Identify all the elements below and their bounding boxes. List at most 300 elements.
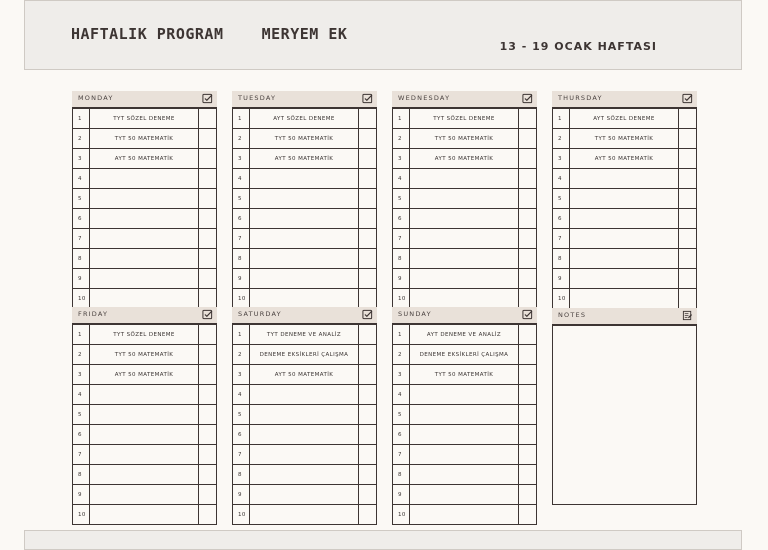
task-cell[interactable]: AYT 50 MATEMATİK <box>250 149 359 169</box>
task-row <box>233 129 377 149</box>
task-row <box>393 249 537 269</box>
done-checkbox[interactable] <box>199 445 217 465</box>
row-number: 2 <box>73 345 90 365</box>
task-row <box>73 505 217 525</box>
done-checkbox[interactable] <box>679 169 697 189</box>
done-checkbox[interactable] <box>519 129 537 149</box>
task-cell[interactable] <box>250 405 359 425</box>
done-checkbox[interactable] <box>519 405 537 425</box>
task-cell[interactable] <box>570 169 679 189</box>
row-number: 10 <box>393 505 410 525</box>
row-number: 3 <box>393 365 410 385</box>
task-row <box>393 445 537 465</box>
task-row <box>393 345 537 365</box>
task-row <box>73 269 217 289</box>
row-number: 5 <box>553 189 570 209</box>
row-number: 8 <box>393 249 410 269</box>
task-cell[interactable] <box>410 505 519 525</box>
task-cell[interactable] <box>570 189 679 209</box>
task-row <box>553 149 697 169</box>
done-checkbox[interactable] <box>199 129 217 149</box>
done-checkbox[interactable] <box>679 129 697 149</box>
row-number: 8 <box>73 249 90 269</box>
task-row <box>233 345 377 365</box>
row-number: 7 <box>233 229 250 249</box>
done-checkbox[interactable] <box>359 485 377 505</box>
done-checkbox[interactable] <box>199 465 217 485</box>
task-row <box>73 485 217 505</box>
row-number: 3 <box>233 365 250 385</box>
task-cell[interactable] <box>410 229 519 249</box>
row-number: 8 <box>233 249 250 269</box>
day-name: FRIDAY <box>78 310 109 318</box>
day-name: MONDAY <box>78 94 114 102</box>
day-name: SATURDAY <box>238 310 282 318</box>
done-checkbox[interactable] <box>199 405 217 425</box>
done-checkbox[interactable] <box>679 109 697 129</box>
task-cell[interactable] <box>410 289 519 309</box>
row-number: 4 <box>393 169 410 189</box>
task-row <box>393 129 537 149</box>
task-row <box>233 249 377 269</box>
task-row <box>233 485 377 505</box>
done-checkbox[interactable] <box>199 109 217 129</box>
task-row <box>73 445 217 465</box>
checkbox-checked-icon <box>362 93 373 104</box>
task-row <box>73 365 217 385</box>
task-cell[interactable] <box>90 505 199 525</box>
task-cell[interactable] <box>90 249 199 269</box>
done-checkbox[interactable] <box>359 109 377 129</box>
task-row <box>73 169 217 189</box>
page-title: HAFTALIK PROGRAM MERYEM EK <box>71 25 348 43</box>
row-number: 6 <box>393 209 410 229</box>
task-cell[interactable]: TYT 50 MATEMATİK <box>250 129 359 149</box>
row-number: 10 <box>233 505 250 525</box>
task-cell[interactable] <box>570 249 679 269</box>
day-header <box>552 91 697 108</box>
task-cell[interactable]: AYT 50 MATEMATİK <box>570 149 679 169</box>
task-cell[interactable]: TYT SÖZEL DENEME <box>410 109 519 129</box>
done-checkbox[interactable] <box>359 385 377 405</box>
task-cell[interactable] <box>410 249 519 269</box>
done-checkbox[interactable] <box>359 169 377 189</box>
task-row <box>393 149 537 169</box>
row-number: 1 <box>393 325 410 345</box>
task-row <box>73 345 217 365</box>
task-cell[interactable] <box>410 485 519 505</box>
done-checkbox[interactable] <box>199 169 217 189</box>
checkbox-checked-icon <box>682 93 693 104</box>
row-number: 8 <box>233 465 250 485</box>
task-cell[interactable]: AYT 50 MATEMATİK <box>250 365 359 385</box>
task-row <box>73 249 217 269</box>
task-cell[interactable] <box>410 269 519 289</box>
row-number: 7 <box>73 229 90 249</box>
done-checkbox[interactable] <box>359 209 377 229</box>
task-cell[interactable] <box>90 485 199 505</box>
task-row <box>233 149 377 169</box>
task-row <box>233 425 377 445</box>
task-table <box>72 108 217 309</box>
task-row <box>553 249 697 269</box>
task-row <box>73 109 217 129</box>
done-checkbox[interactable] <box>359 465 377 485</box>
task-row <box>233 405 377 425</box>
row-number: 6 <box>393 425 410 445</box>
row-number: 8 <box>393 465 410 485</box>
done-checkbox[interactable] <box>519 269 537 289</box>
task-cell[interactable] <box>250 465 359 485</box>
row-number: 5 <box>233 189 250 209</box>
task-row <box>393 385 537 405</box>
done-checkbox[interactable] <box>199 485 217 505</box>
task-cell[interactable] <box>250 289 359 309</box>
done-checkbox[interactable] <box>199 365 217 385</box>
day-panel-friday <box>72 307 217 525</box>
task-cell[interactable] <box>410 189 519 209</box>
done-checkbox[interactable] <box>519 109 537 129</box>
row-number: 3 <box>233 149 250 169</box>
task-row <box>73 149 217 169</box>
done-checkbox[interactable] <box>359 289 377 309</box>
done-checkbox[interactable] <box>519 149 537 169</box>
day-name: WEDNESDAY <box>398 94 451 102</box>
done-checkbox[interactable] <box>359 229 377 249</box>
done-checkbox[interactable] <box>519 365 537 385</box>
done-checkbox[interactable] <box>199 289 217 309</box>
task-cell[interactable] <box>410 405 519 425</box>
week-label: 13 - 19 OCAK HAFTASI <box>499 40 657 53</box>
done-checkbox[interactable] <box>519 425 537 445</box>
day-header <box>72 91 217 108</box>
task-row <box>73 405 217 425</box>
done-checkbox[interactable] <box>679 149 697 169</box>
row-number: 9 <box>233 485 250 505</box>
task-cell[interactable] <box>250 249 359 269</box>
task-cell[interactable]: DENEME EKSİKLERİ ÇALIŞMA <box>250 345 359 365</box>
day-header <box>392 91 537 108</box>
row-number: 5 <box>73 189 90 209</box>
done-checkbox[interactable] <box>359 149 377 169</box>
task-cell[interactable]: DENEME EKSİKLERİ ÇALIŞMA <box>410 345 519 365</box>
day-panel-saturday <box>232 307 377 525</box>
done-checkbox[interactable] <box>199 325 217 345</box>
task-cell[interactable]: TYT SÖZEL DENEME <box>90 325 199 345</box>
row-number: 9 <box>553 269 570 289</box>
row-number: 4 <box>553 169 570 189</box>
task-cell[interactable] <box>90 465 199 485</box>
task-row <box>553 189 697 209</box>
footer-banner <box>24 530 742 550</box>
task-cell[interactable] <box>90 289 199 309</box>
row-number: 4 <box>393 385 410 405</box>
task-row <box>73 465 217 485</box>
done-checkbox[interactable] <box>199 385 217 405</box>
row-number: 2 <box>233 129 250 149</box>
row-number: 1 <box>553 109 570 129</box>
task-table <box>232 324 377 525</box>
task-cell[interactable] <box>90 189 199 209</box>
task-cell[interactable] <box>90 425 199 445</box>
day-name: TUESDAY <box>238 94 277 102</box>
task-row <box>73 289 217 309</box>
task-cell[interactable] <box>250 189 359 209</box>
done-checkbox[interactable] <box>519 465 537 485</box>
task-cell[interactable] <box>90 385 199 405</box>
done-checkbox[interactable] <box>519 289 537 309</box>
task-cell[interactable] <box>250 385 359 405</box>
header-banner <box>24 0 742 70</box>
task-row <box>73 385 217 405</box>
task-row <box>393 109 537 129</box>
done-checkbox[interactable] <box>199 189 217 209</box>
done-checkbox[interactable] <box>199 229 217 249</box>
task-row <box>393 405 537 425</box>
row-number: 10 <box>553 289 570 309</box>
done-checkbox[interactable] <box>199 209 217 229</box>
row-number: 7 <box>233 445 250 465</box>
task-cell[interactable] <box>250 505 359 525</box>
row-number: 6 <box>553 209 570 229</box>
task-cell[interactable] <box>570 229 679 249</box>
task-cell[interactable]: TYT SÖZEL DENEME <box>90 109 199 129</box>
row-number: 10 <box>393 289 410 309</box>
row-number: 5 <box>393 405 410 425</box>
task-cell[interactable]: TYT 50 MATEMATİK <box>90 345 199 365</box>
row-number: 6 <box>73 425 90 445</box>
task-table <box>392 108 537 309</box>
row-number: 2 <box>73 129 90 149</box>
done-checkbox[interactable] <box>519 345 537 365</box>
checkbox-checked-icon <box>202 309 213 320</box>
day-panel-monday <box>72 91 217 309</box>
task-cell[interactable]: TYT 50 MATEMATİK <box>570 129 679 149</box>
task-cell[interactable] <box>410 169 519 189</box>
task-row <box>73 189 217 209</box>
done-checkbox[interactable] <box>199 345 217 365</box>
task-cell[interactable] <box>570 209 679 229</box>
day-panel-thursday <box>552 91 697 309</box>
task-cell[interactable] <box>250 445 359 465</box>
task-row <box>553 289 697 309</box>
task-cell[interactable]: TYT 50 MATEMATİK <box>410 365 519 385</box>
row-number: 7 <box>553 229 570 249</box>
task-row <box>393 169 537 189</box>
task-row <box>393 365 537 385</box>
row-number: 5 <box>73 405 90 425</box>
row-number: 7 <box>393 229 410 249</box>
done-checkbox[interactable] <box>679 229 697 249</box>
task-cell[interactable] <box>250 425 359 445</box>
task-row <box>393 229 537 249</box>
task-cell[interactable] <box>250 209 359 229</box>
done-checkbox[interactable] <box>519 189 537 209</box>
done-checkbox[interactable] <box>519 485 537 505</box>
done-checkbox[interactable] <box>679 269 697 289</box>
task-cell[interactable] <box>410 209 519 229</box>
row-number: 1 <box>73 325 90 345</box>
done-checkbox[interactable] <box>519 505 537 525</box>
row-number: 6 <box>73 209 90 229</box>
task-cell[interactable] <box>250 229 359 249</box>
done-checkbox[interactable] <box>679 189 697 209</box>
done-checkbox[interactable] <box>359 129 377 149</box>
task-cell[interactable] <box>90 445 199 465</box>
row-number: 4 <box>233 385 250 405</box>
task-row <box>73 325 217 345</box>
done-checkbox[interactable] <box>519 385 537 405</box>
task-row <box>553 269 697 289</box>
done-checkbox[interactable] <box>199 269 217 289</box>
done-checkbox[interactable] <box>359 189 377 209</box>
task-row <box>393 289 537 309</box>
task-cell[interactable] <box>570 269 679 289</box>
notes-header <box>552 308 697 325</box>
done-checkbox[interactable] <box>199 149 217 169</box>
task-row <box>393 465 537 485</box>
row-number: 1 <box>393 109 410 129</box>
done-checkbox[interactable] <box>519 249 537 269</box>
task-cell[interactable]: AYT SÖZEL DENEME <box>250 109 359 129</box>
task-row <box>73 229 217 249</box>
task-table <box>552 108 697 309</box>
task-cell[interactable] <box>90 405 199 425</box>
done-checkbox[interactable] <box>359 425 377 445</box>
row-number: 7 <box>73 445 90 465</box>
task-cell[interactable] <box>250 269 359 289</box>
done-checkbox[interactable] <box>359 249 377 269</box>
done-checkbox[interactable] <box>519 229 537 249</box>
task-table <box>232 108 377 309</box>
task-cell[interactable] <box>90 229 199 249</box>
day-panel-wednesday <box>392 91 537 309</box>
task-row <box>73 129 217 149</box>
row-number: 8 <box>73 465 90 485</box>
task-row <box>553 109 697 129</box>
day-name: SUNDAY <box>398 310 432 318</box>
row-number: 10 <box>73 505 90 525</box>
checkbox-checked-icon <box>522 309 533 320</box>
task-cell[interactable] <box>250 169 359 189</box>
row-number: 2 <box>553 129 570 149</box>
done-checkbox[interactable] <box>359 269 377 289</box>
done-checkbox[interactable] <box>519 325 537 345</box>
row-number: 4 <box>73 169 90 189</box>
task-row <box>73 209 217 229</box>
notes-title: NOTES <box>558 311 587 319</box>
task-cell[interactable] <box>90 169 199 189</box>
row-number: 2 <box>393 129 410 149</box>
done-checkbox[interactable] <box>359 345 377 365</box>
task-cell[interactable]: TYT DENEME VE ANALİZ <box>250 325 359 345</box>
task-cell[interactable] <box>410 425 519 445</box>
done-checkbox[interactable] <box>359 405 377 425</box>
row-number: 3 <box>73 365 90 385</box>
done-checkbox[interactable] <box>199 425 217 445</box>
checkbox-checked-icon <box>202 93 213 104</box>
task-cell[interactable] <box>570 289 679 309</box>
task-row <box>233 365 377 385</box>
row-number: 1 <box>73 109 90 129</box>
done-checkbox[interactable] <box>199 249 217 269</box>
done-checkbox[interactable] <box>199 505 217 525</box>
task-row <box>233 189 377 209</box>
row-number: 6 <box>233 425 250 445</box>
task-table <box>392 324 537 525</box>
task-cell[interactable]: AYT SÖZEL DENEME <box>570 109 679 129</box>
task-cell[interactable]: AYT DENEME VE ANALİZ <box>410 325 519 345</box>
task-row <box>73 425 217 445</box>
done-checkbox[interactable] <box>519 169 537 189</box>
task-row <box>233 269 377 289</box>
task-row <box>553 229 697 249</box>
row-number: 1 <box>233 109 250 129</box>
done-checkbox[interactable] <box>519 209 537 229</box>
task-row <box>393 209 537 229</box>
day-header <box>232 307 377 324</box>
done-checkbox[interactable] <box>359 365 377 385</box>
task-row <box>393 189 537 209</box>
task-row <box>553 169 697 189</box>
task-row <box>393 325 537 345</box>
task-cell[interactable] <box>410 385 519 405</box>
day-panel-sunday <box>392 307 537 525</box>
row-number: 1 <box>233 325 250 345</box>
task-cell[interactable] <box>90 209 199 229</box>
notes-area[interactable] <box>552 325 697 505</box>
day-header <box>392 307 537 324</box>
task-row <box>393 485 537 505</box>
task-row <box>233 465 377 485</box>
task-cell[interactable]: AYT 50 MATEMATİK <box>410 149 519 169</box>
done-checkbox[interactable] <box>519 445 537 465</box>
row-number: 5 <box>233 405 250 425</box>
task-cell[interactable]: AYT 50 MATEMATİK <box>90 149 199 169</box>
task-cell[interactable]: AYT 50 MATEMATİK <box>90 365 199 385</box>
task-cell[interactable] <box>410 465 519 485</box>
task-row <box>233 505 377 525</box>
done-checkbox[interactable] <box>679 289 697 309</box>
row-number: 9 <box>233 269 250 289</box>
task-cell[interactable]: TYT 50 MATEMATİK <box>410 129 519 149</box>
task-row <box>233 325 377 345</box>
done-checkbox[interactable] <box>679 249 697 269</box>
done-checkbox[interactable] <box>359 505 377 525</box>
task-cell[interactable] <box>90 269 199 289</box>
done-checkbox[interactable] <box>679 209 697 229</box>
row-number: 7 <box>393 445 410 465</box>
task-cell[interactable]: TYT 50 MATEMATİK <box>90 129 199 149</box>
task-cell[interactable] <box>250 485 359 505</box>
done-checkbox[interactable] <box>359 445 377 465</box>
row-number: 6 <box>233 209 250 229</box>
row-number: 9 <box>393 269 410 289</box>
task-row <box>393 269 537 289</box>
task-row <box>233 109 377 129</box>
row-number: 9 <box>393 485 410 505</box>
row-number: 4 <box>73 385 90 405</box>
done-checkbox[interactable] <box>359 325 377 345</box>
task-row <box>553 209 697 229</box>
task-row <box>393 425 537 445</box>
notes-panel <box>552 308 697 505</box>
task-row <box>233 209 377 229</box>
task-row <box>233 385 377 405</box>
row-number: 10 <box>73 289 90 309</box>
task-row <box>553 129 697 149</box>
task-cell[interactable] <box>410 445 519 465</box>
